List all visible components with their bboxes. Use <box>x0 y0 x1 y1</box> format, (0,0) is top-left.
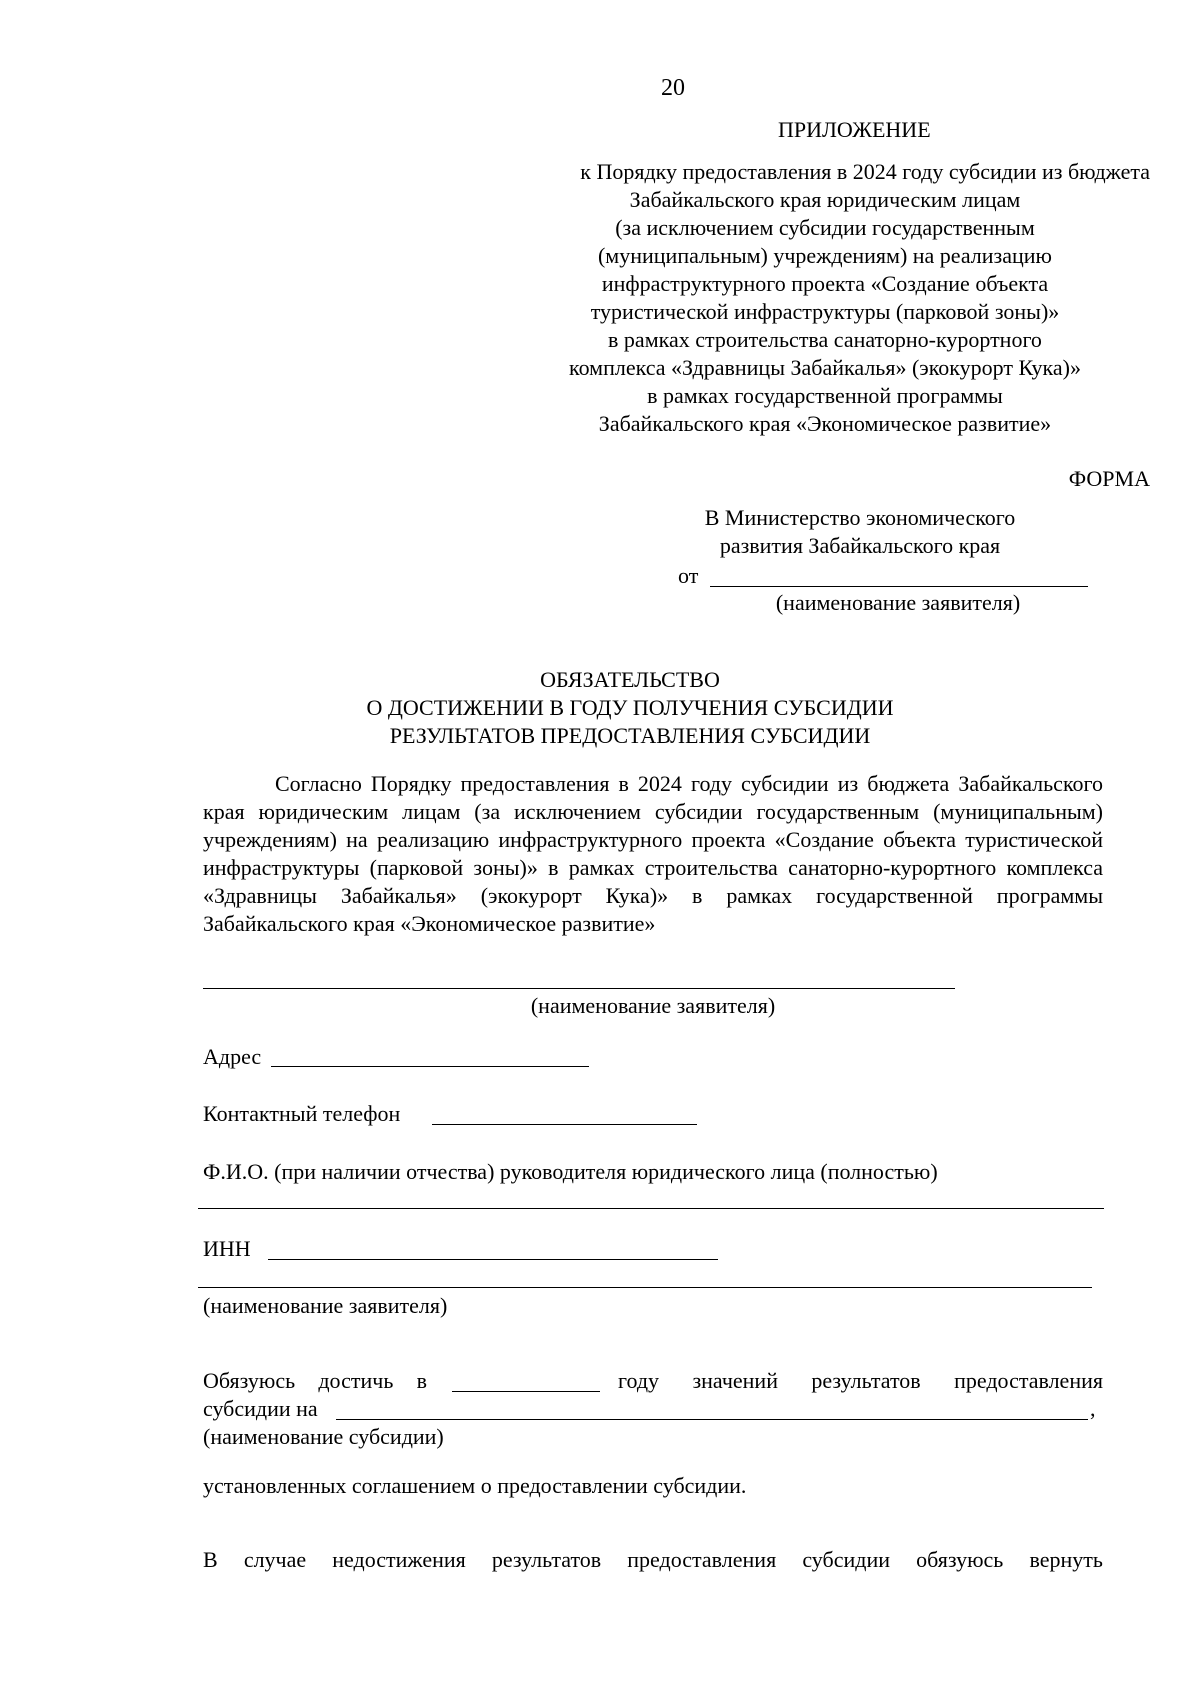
recipient-line-2: развития Забайкальского края <box>719 533 1001 558</box>
commitment-word: году <box>618 1368 660 1393</box>
intro-paragraph <box>203 770 1103 938</box>
title-line-3: РЕЗУЛЬТАТОВ ПРЕДОСТАВЛЕНИЯ СУБСИДИИ <box>389 723 871 748</box>
address-label: Адрес <box>203 1044 262 1069</box>
appendix-line: (муниципальным) учреждениям) на реализацию <box>597 243 1052 268</box>
failure-word: субсидии <box>802 1547 890 1572</box>
appendix-line: Забайкальского края «Экономическое развитие» <box>598 411 1052 436</box>
page-number: 20 <box>661 75 685 101</box>
recipient-line-1: В Министерство экономического <box>704 505 1016 530</box>
phone-field[interactable] <box>432 1124 697 1125</box>
subsidy-name-field[interactable] <box>336 1419 1088 1420</box>
title-line-1: ОБЯЗАТЕЛЬСТВО <box>540 667 720 692</box>
form-label: ФОРМА <box>1068 466 1150 491</box>
appendix-title: ПРИЛОЖЕНИЕ <box>778 117 931 142</box>
head-name-field[interactable] <box>198 1208 1104 1209</box>
phone-label: Контактный телефон <box>203 1101 401 1126</box>
title-line-2: О ДОСТИЖЕНИИ В ГОДУ ПОЛУЧЕНИЯ СУБСИДИИ <box>366 695 894 720</box>
appendix-line: в рамках государственной программы <box>647 383 1003 408</box>
failure-clause <box>203 1546 1103 1574</box>
applicant-name-field[interactable] <box>710 586 1088 587</box>
commitment-tail <box>618 1367 1103 1395</box>
commitment-word: в <box>416 1368 427 1393</box>
year-field[interactable] <box>452 1391 600 1392</box>
applicant-caption-3: (наименование заявителя) <box>203 1293 448 1318</box>
failure-word: результатов <box>491 1547 602 1572</box>
established-text: установленных соглашением о предоставлении субсидии. <box>203 1473 747 1498</box>
appendix-line: комплекса «Здравницы Забайкалья» (экокурорт Кука)» <box>569 355 1081 380</box>
failure-word: случае <box>243 1547 307 1572</box>
address-field[interactable] <box>271 1066 589 1067</box>
applicant-caption-2: (наименование заявителя) <box>530 993 776 1018</box>
subsidy-caption: (наименование субсидии) <box>203 1424 444 1449</box>
applicant-name-field-2[interactable] <box>198 1287 1092 1288</box>
appendix-line: (за исключением субсидии государственным <box>615 215 1035 240</box>
failure-word: предоставления <box>627 1547 777 1572</box>
appendix-line: в рамках строительства санаторно-курортного <box>608 327 1042 352</box>
commitment-word: предоставления <box>954 1368 1103 1393</box>
head-name-label: Ф.И.О. (при наличии отчества) руководителя юридического лица (полностью) <box>203 1159 938 1184</box>
from-label: от <box>678 563 699 588</box>
failure-word: вернуть <box>1029 1547 1103 1572</box>
applicant-caption: (наименование заявителя) <box>775 590 1021 615</box>
appendix-line: к Порядку предоставления в 2024 году субсидии из бюджета <box>580 159 1150 184</box>
subsidy-on-label: субсидии на <box>203 1396 318 1421</box>
comma: , <box>1090 1396 1096 1421</box>
commitment-word: результатов <box>811 1368 921 1393</box>
failure-word: В <box>203 1547 218 1572</box>
failure-word: обязуюсь <box>916 1547 1004 1572</box>
commitment-word: Обязуюсь <box>203 1368 296 1393</box>
appendix-line: Забайкальского края юридическим лицам <box>629 187 1021 212</box>
inn-field[interactable] <box>268 1259 718 1260</box>
applicant-full-name-field[interactable] <box>203 988 955 989</box>
commitment-start <box>203 1367 427 1395</box>
commitment-word: значений <box>692 1368 778 1393</box>
appendix-line: инфраструктурного проекта «Создание объекта <box>601 271 1049 296</box>
inn-label: ИНН <box>203 1236 251 1261</box>
document-title <box>200 666 1060 750</box>
appendix-line: туристической инфраструктуры (парковой зоны)» <box>590 299 1060 324</box>
appendix-reference <box>500 158 1150 438</box>
commitment-word: достичь <box>318 1368 394 1393</box>
recipient-block <box>620 504 1100 560</box>
failure-word: недостижения <box>332 1547 466 1572</box>
intro-paragraph-text: Согласно Порядку предоставления в 2024 году субсидии из бюджета Забайкальского края юридическим лицам (за исключением субсидии государственным (муниципальным) учреждениям) на реализацию инфраструктурного проекта «Создание объекта туристической инфраструктуры (парковой зоны)» в рамках строительства санаторно-курортного комплекса «Здравницы Забайкалья» (экокурорт Кука)» в рамках государственной программы Забайкальского края «Экономическое развитие» <box>203 771 1103 936</box>
